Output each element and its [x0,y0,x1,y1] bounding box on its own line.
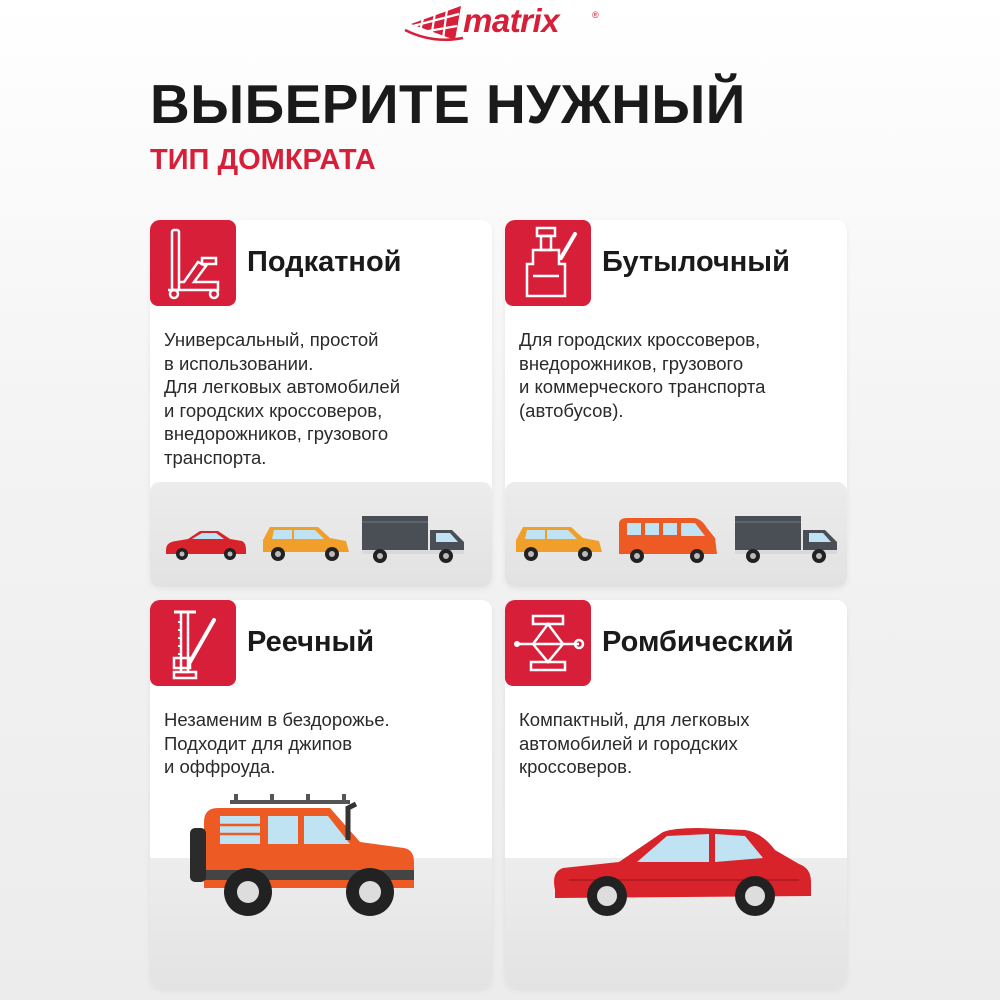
card-description: Универсальный, простой в использовании. Для легковых автомобилей и городских кроссоверов, внедорожников, грузового транспорта. [164,329,401,468]
page-subtitle: ТИП ДОМКРАТА [150,144,376,176]
scissor-jack-icon [505,600,591,686]
suv-icon [260,522,352,564]
page-title: ВЫБЕРИТЕ НУЖНЫЙ [150,73,746,135]
brand-name: matrix [463,2,560,39]
card-title: Реечный [247,626,375,658]
card-floor-jack [150,220,492,587]
truck-icon [733,512,843,566]
card-title: Ромбический [602,626,794,658]
sedan-icon [549,820,819,920]
suv-icon [513,522,605,564]
vehicle-strip [505,482,847,587]
minibus-icon [615,514,721,566]
card-title: Подкатной [247,246,402,278]
floor-jack-icon [150,220,236,306]
truck-icon [360,512,470,566]
offroad-jeep-icon [190,792,420,922]
card-description: Для городских кроссоверов, внедорожников, грузового и коммерческого транспорта (автобусов). [519,329,766,421]
card-rack-jack [150,600,492,988]
card-description: Компактный, для легковых автомобилей и городских кроссоверов. [519,709,750,777]
card-bottle-jack [505,220,847,587]
brand-reg-mark: ® [592,10,599,20]
rack-jack-icon [150,600,236,686]
sedan-icon [162,526,248,562]
card-scissor-jack [505,600,847,988]
vehicle-strip [150,482,492,587]
card-title: Бутылочный [602,246,790,278]
bottle-jack-icon [505,220,591,306]
card-description: Незаменим в бездорожье. Подходит для джипов и оффроуда. [164,709,390,777]
